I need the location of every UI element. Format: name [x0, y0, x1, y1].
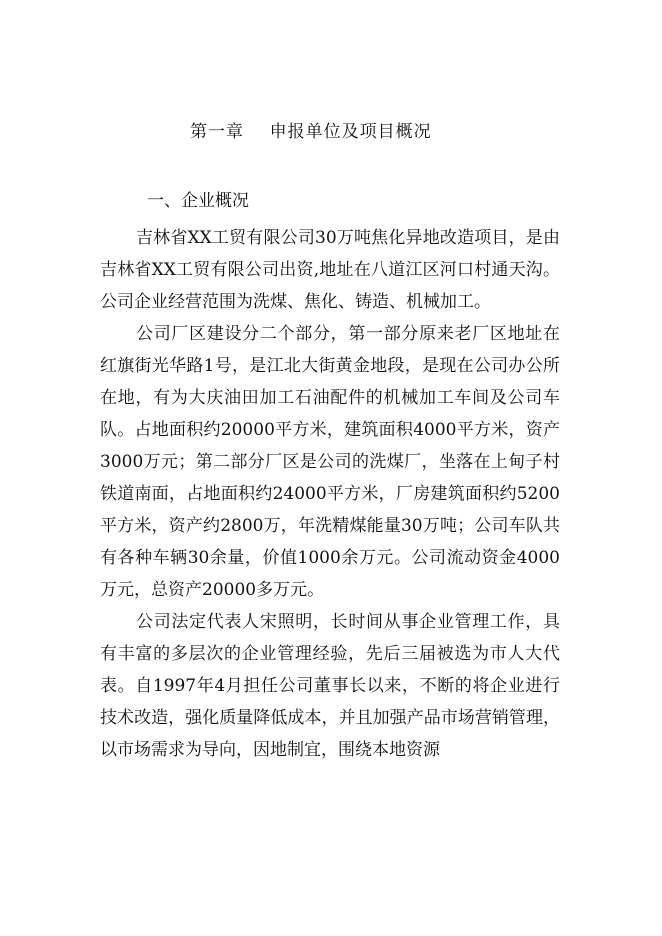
paragraph-plant-overview: 公司厂区建设分二个部分，第一部分原来老厂区地址在红旗街光华路1号，是江北大街黄金地段，是现在公司办公所在地，有为大庆油田加工石油配件的机械加工车间及公司车队。占地面积约20000平方米，建筑面积4000平方米，资产3000万元；第二部分厂区是公司的洗煤厂，坐落在上甸子村铁道南面，占地面积约24000平方米，厂房建筑面积约5200平方米，资产约2800万，年洗精煤能量30万吨；公司车队共有各种车辆30余量，价值1000余万元。公司流动资金4000万元，总资产20000多万元。 — [100, 324, 560, 600]
section-heading: 一、企业概况 — [147, 191, 249, 211]
body-text — [100, 222, 560, 766]
paragraph-legal-representative: 公司法定代表人宋照明，长时间从事企业管理工作，具有丰富的多层次的企业管理经验，先后三届被选为市人大代表。自1997年4月担任公司董事长以来，不断的将企业进行技术改造，强化质量降低成本，并且加强产品市场营销管理，以市场需求为导向，因地制宜，围绕本地资源 — [100, 612, 560, 760]
paragraph-project-intro: 吉林省XX工贸有限公司30万吨焦化异地改造项目，是由吉林省XX工贸有限公司出资,地址在八道江区河口村通天沟。公司企业经营范围为洗煤、焦化、铸造、机械加工。 — [100, 228, 560, 312]
chapter-title: 第一章 申报单位及项目概况 — [190, 122, 432, 142]
